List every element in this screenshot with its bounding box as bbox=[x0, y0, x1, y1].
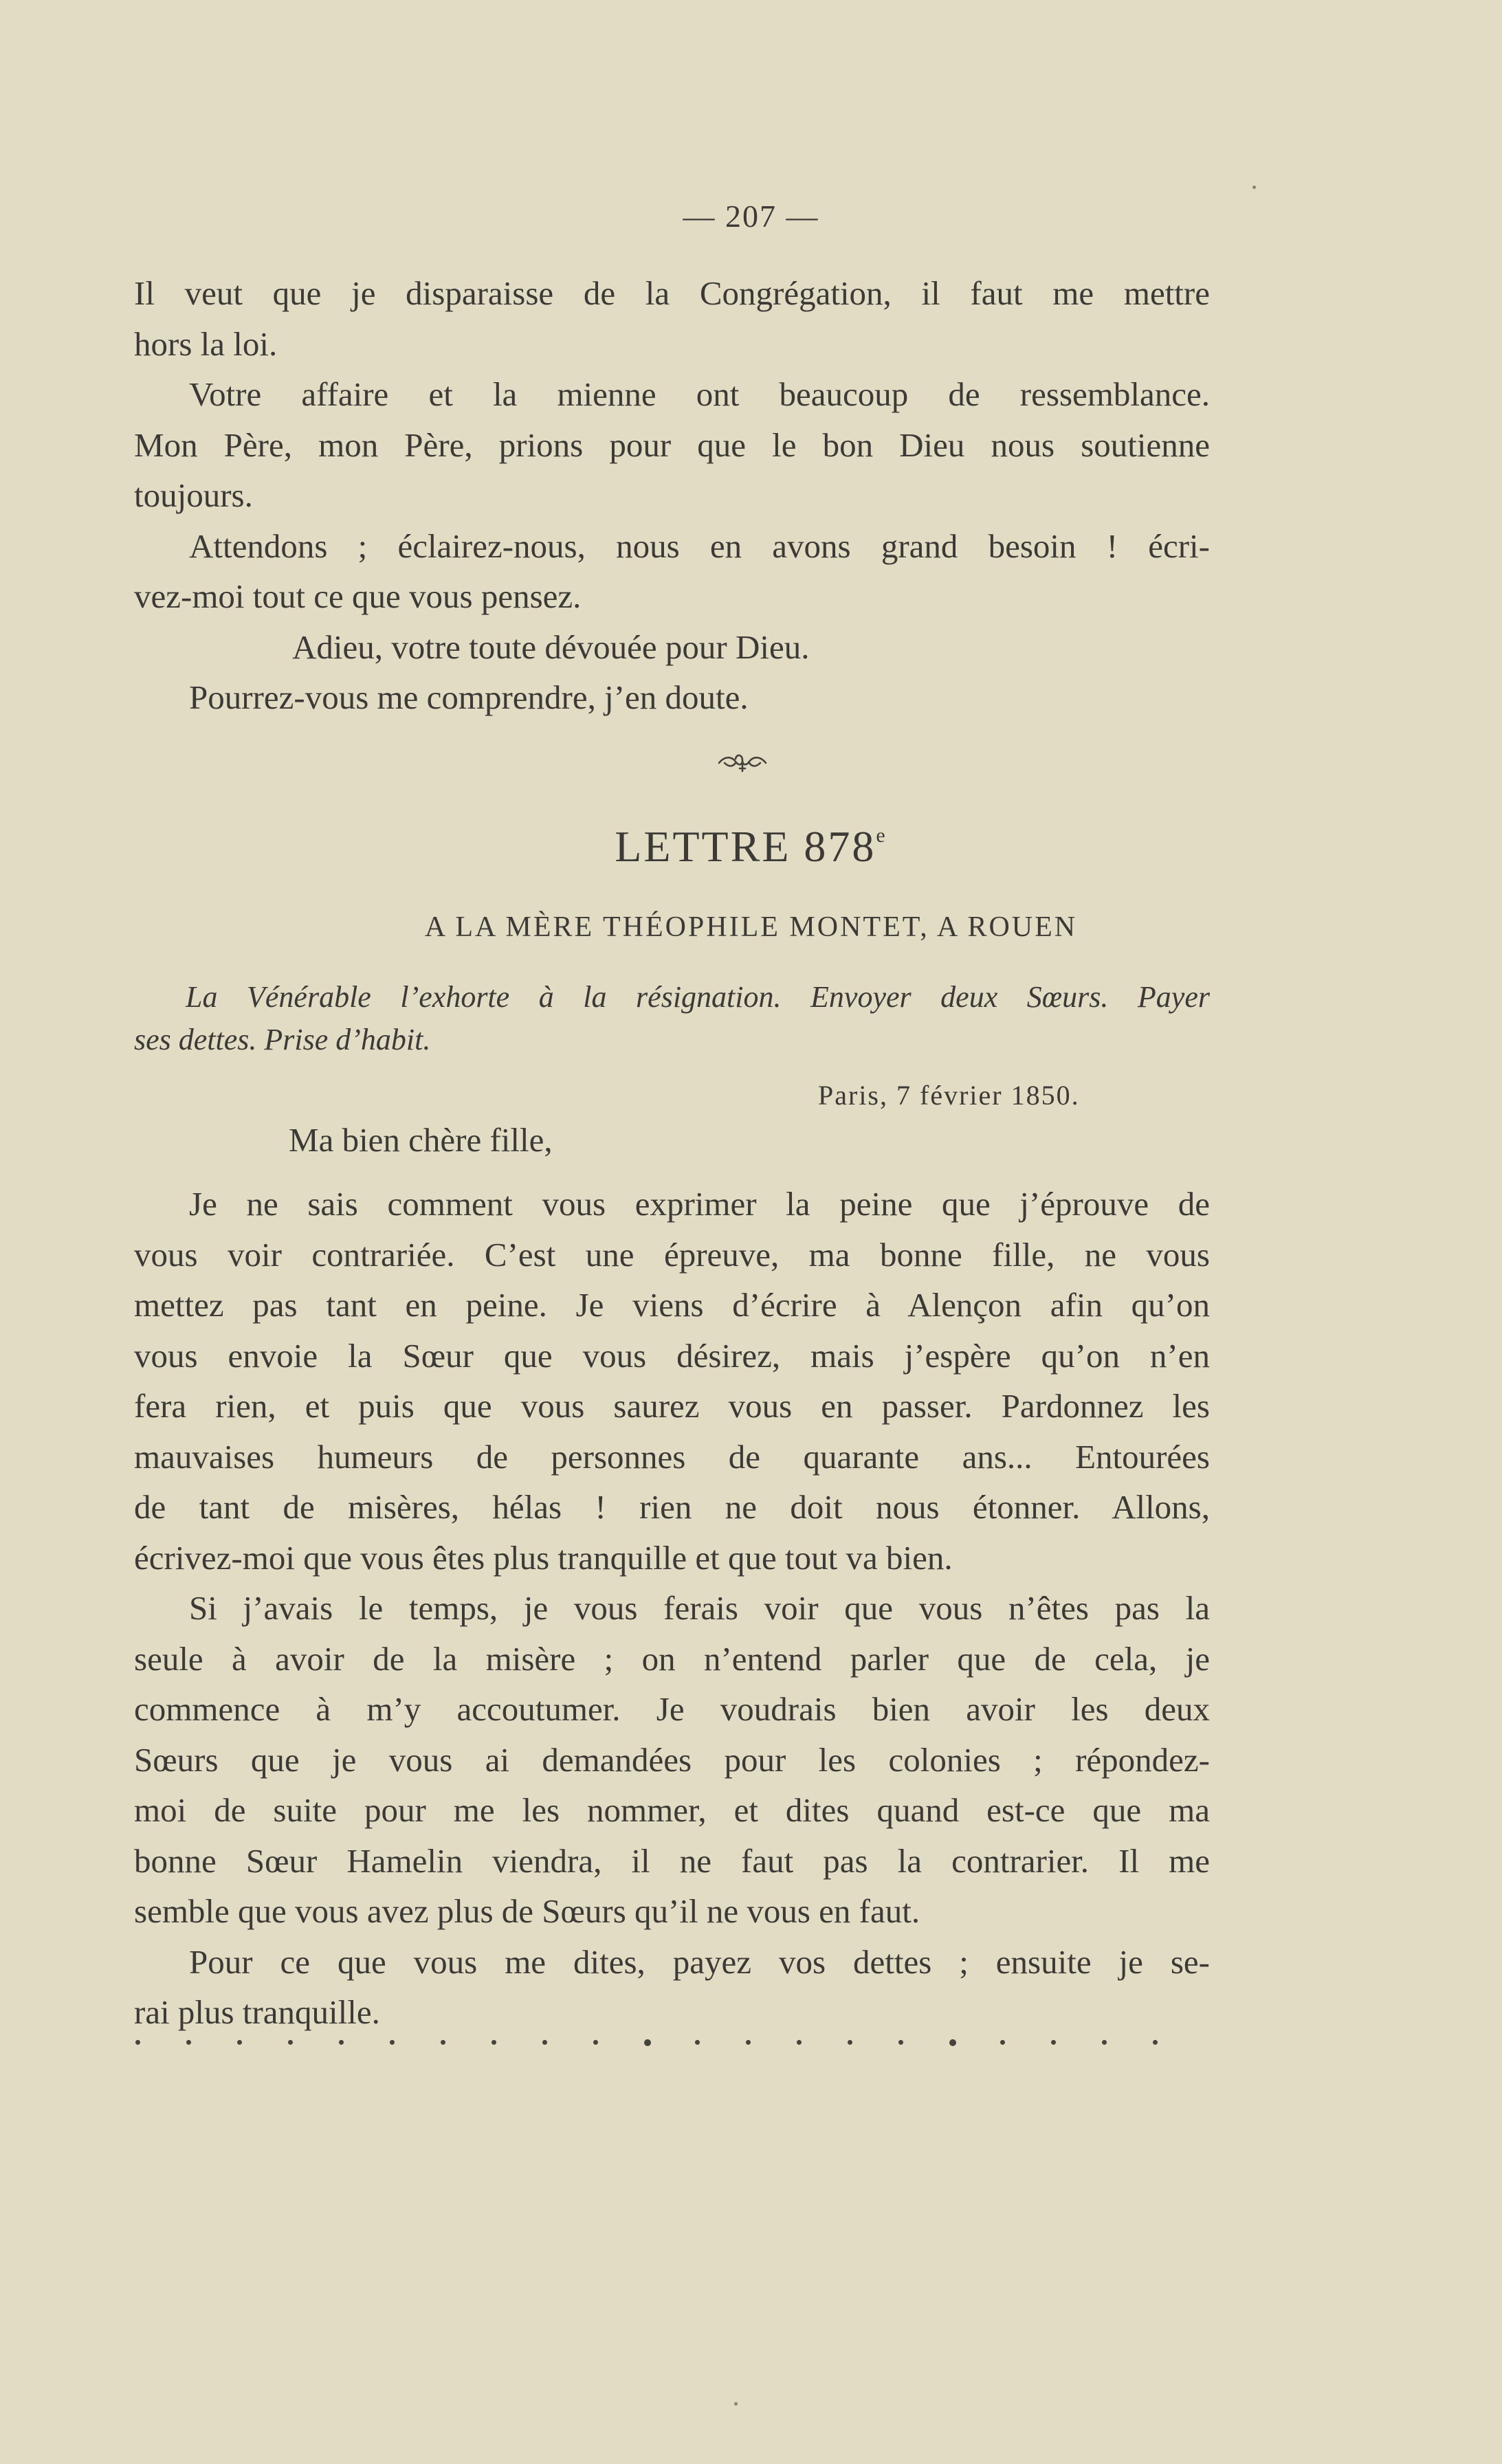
omission-dots bbox=[135, 2040, 1167, 2054]
letter-title bbox=[0, 821, 1502, 872]
text-line: Mon Père, mon Père, prions pour que le bon Dieu nous soutienne bbox=[134, 425, 1210, 464]
text-line: rai plus tranquille. bbox=[134, 1993, 380, 2031]
previous-letter-ending bbox=[134, 268, 1210, 723]
paper-speck bbox=[1252, 186, 1256, 189]
text-line: Votre affaire et la mienne ont beaucoup de ressemblance. bbox=[189, 375, 1210, 413]
text-line: vous voir contrariée. C’est une épreuve, ma bonne fille, ne vous bbox=[134, 1235, 1210, 1274]
text-line: mauvaises humeurs de personnes de quarante ans... Entourées bbox=[134, 1437, 1210, 1476]
text-line: vous envoie la Sœur que vous désirez, mais j’espère qu’on n’en bbox=[134, 1336, 1210, 1375]
text-line: de tant de misères, hélas ! rien ne doit nous étonner. Allons, bbox=[134, 1488, 1210, 1526]
paper-speck bbox=[734, 2402, 738, 2406]
text-line: bonne Sœur Hamelin viendra, il ne faut pas la contrarier. Il me bbox=[134, 1841, 1210, 1880]
letter-summary bbox=[134, 976, 1210, 1061]
text-line: Attendons ; éclairez-nous, nous en avons grand besoin ! écri- bbox=[189, 526, 1210, 565]
text-line: Sœurs que je vous ai demandées pour les colonies ; répondez- bbox=[134, 1740, 1210, 1779]
text-line: toujours. bbox=[134, 476, 253, 514]
text-line: Je ne sais comment vous exprimer la peine que j’éprouve de bbox=[189, 1185, 1210, 1223]
text-line: fera rien, et puis que vous saurez vous en passer. Pardonnez les bbox=[134, 1387, 1210, 1425]
letter-title-superscript: e bbox=[876, 824, 887, 847]
text-line: semble que vous avez plus de Sœurs qu’il ne vous en faut. bbox=[134, 1892, 920, 1930]
text-line: moi de suite pour me les nommer, et dites quand est-ce que ma bbox=[134, 1791, 1210, 1829]
letter-recipient: A LA MÈRE THÉOPHILE MONTET, A ROUEN bbox=[424, 911, 1078, 943]
text-line: Si j’avais le temps, je vous ferais voir que vous n’êtes pas la bbox=[189, 1589, 1210, 1627]
summary-line: La Vénérable l’exhorte à la résignation. Envoyer deux Sœurs. Payer bbox=[186, 980, 1210, 1014]
text-line: commence à m’y accoutumer. Je voudrais bien avoir les deux bbox=[134, 1690, 1210, 1728]
postscript-line: Pourrez-vous me comprendre, j’en doute. bbox=[189, 678, 749, 716]
letter-title-text: LETTRE 878 bbox=[615, 822, 876, 871]
text-line: vez-moi tout ce que vous pensez. bbox=[134, 577, 582, 615]
fleuron-ornament-icon bbox=[715, 748, 770, 775]
text-line: Il veut que je disparaisse de la Congrégation, il faut me mettre bbox=[134, 274, 1210, 312]
text-line: hors la loi. bbox=[134, 324, 278, 363]
letter-dateline: Paris, 7 février 1850. bbox=[818, 1080, 1080, 1111]
text-line: Pour ce que vous me dites, payez vos dettes ; ensuite je se- bbox=[189, 1942, 1210, 1981]
text-line: mettez pas tant en peine. Je viens d’écrire à Alençon afin qu’on bbox=[134, 1286, 1210, 1324]
text-line: seule à avoir de la misère ; on n’entend parler que de cela, je bbox=[134, 1639, 1210, 1678]
letter-salutation: Ma bien chère fille, bbox=[289, 1121, 553, 1159]
summary-line: ses dettes. Prise d’habit. bbox=[134, 1023, 431, 1056]
closing-line: Adieu, votre toute dévouée pour Dieu. bbox=[292, 628, 810, 666]
letter-body bbox=[134, 1179, 1210, 2038]
page-number: — 207 — bbox=[683, 199, 819, 234]
text-line: écrivez-moi que vous êtes plus tranquille et que tout va bien. bbox=[134, 1538, 953, 1577]
